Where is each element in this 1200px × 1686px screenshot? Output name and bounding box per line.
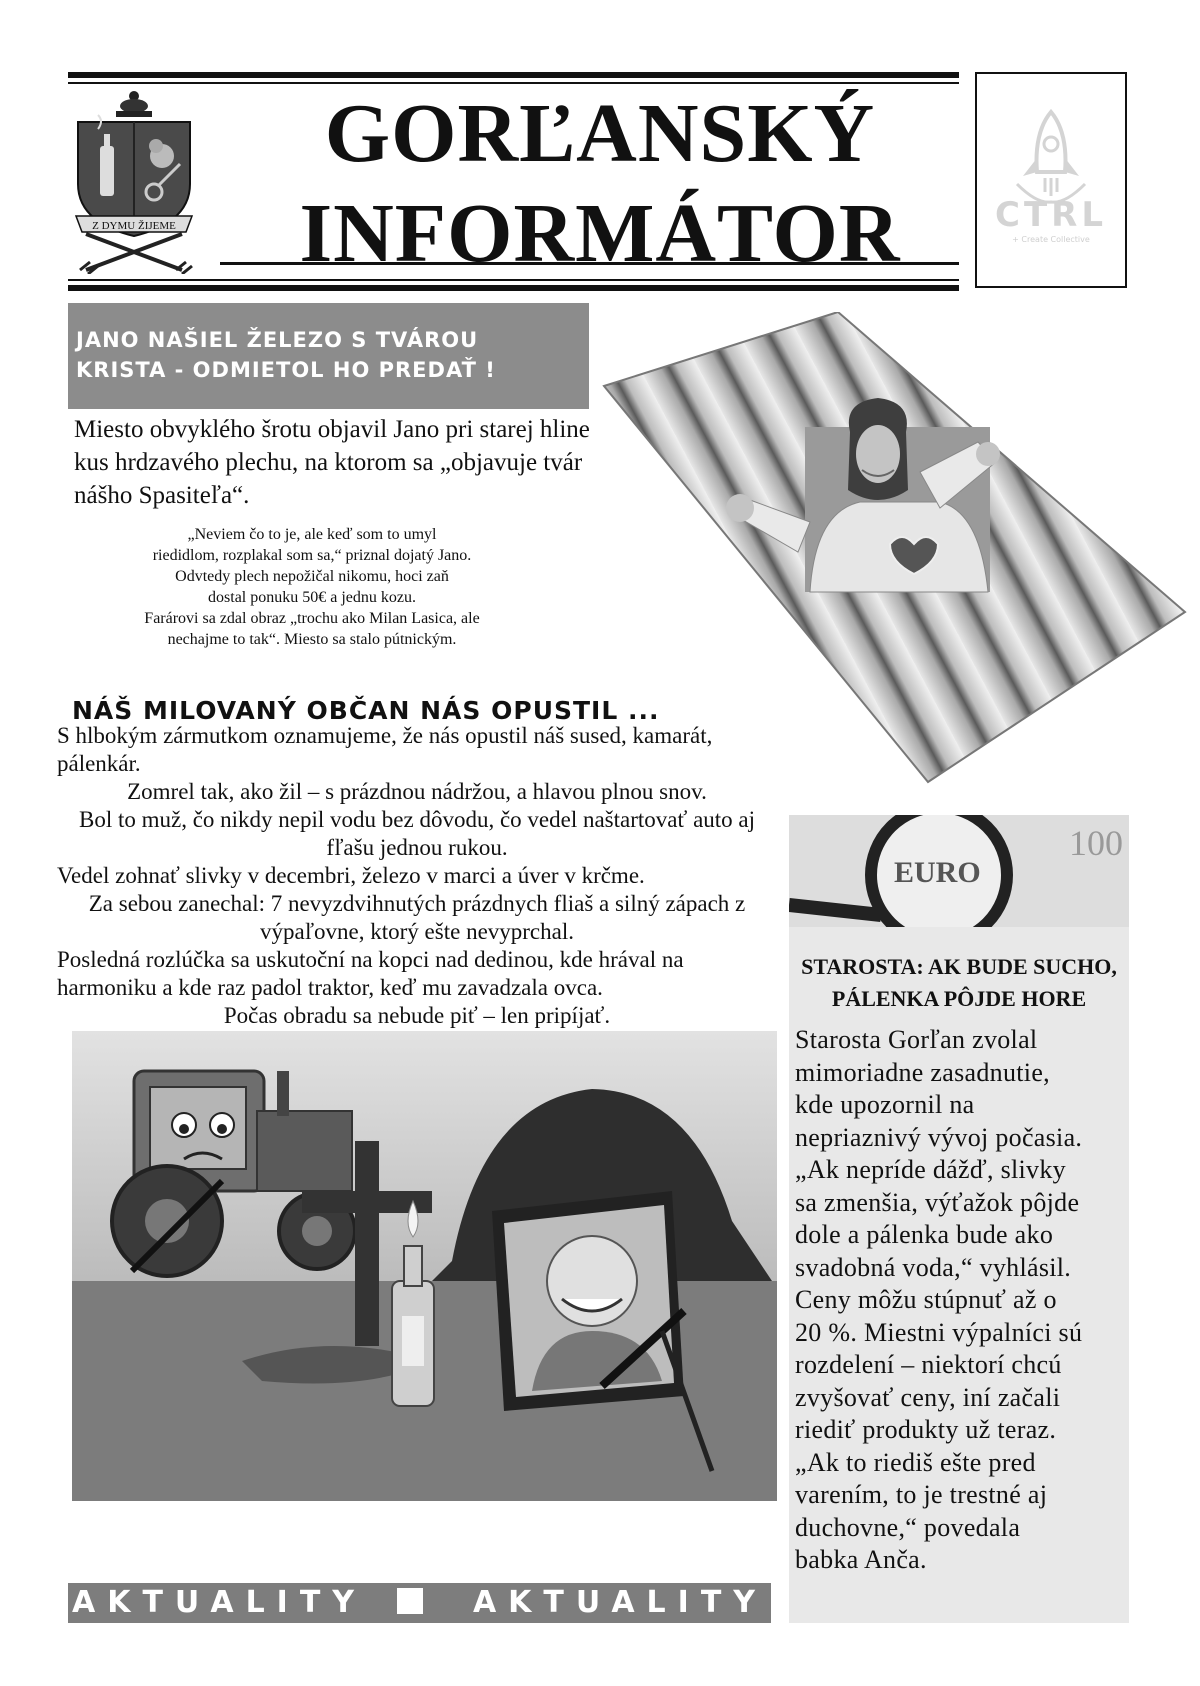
sidebar-line: dole a pálenka bude ako [795,1220,1054,1249]
sidebar-line: svadobná voda,“ vyhlásil. [795,1252,1072,1282]
sidebar-line: „Ak to riediš ešte pred [795,1447,1036,1477]
partner-logo-text: CTRL [995,195,1107,235]
partner-logo [975,72,1127,288]
obituary-paragraph: S hlbokým zármutkom oznamujeme, že nás opustil náš sused, kamarát, pálenkár. [57,723,713,776]
quote-line: dostal ponuku 50€ a jednu kozu. [208,589,416,606]
sidebar-headline: STAROSTA: AK BUDE SUCHO, PÁLENKA PÔJDE HORE [801,954,1117,1011]
lead-headline-line2: KRISTA - ODMIETOL HO PREDAŤ ! [76,358,496,382]
coat-of-arms-icon [72,84,197,274]
sidebar-line: Ceny môžu stúpnuť až o [795,1285,1057,1314]
crest-motto: Z DYMU ŽIJEME [92,220,176,232]
obituary-paragraph: Za sebou zanechal: 7 nevyzdvihnutých prázdnych fliaš a silný zápach z výpaľovne, ktorý ešte nevyprchal. [88,891,746,944]
sidebar-line: duchovne,“ povedala [795,1512,1021,1542]
quote-line: „Neviem čo to je, ale keď som to umyl [187,526,437,543]
sidebar-line: sa zmenšia, výťažok pôjde [795,1187,1080,1217]
obituary-paragraph: Zomrel tak, ako žil – s prázdnou nádržou, a hlavou plnou snov. [127,779,707,804]
obituary-paragraph: Bol to muž, čo nikdy nepil vodu bez dôvodu, čo vedel naštartovať auto aj fľašu jednou rukou. [78,807,756,860]
sidebar-line: „Ak nepríde dážď, slivky [795,1155,1066,1184]
sidebar-line: Starosta Gorľan zvolal [795,1025,1038,1054]
lead-story-quote [72,524,552,650]
funeral-illustration [72,1031,777,1501]
quote-line: Farárovi sa zdal obraz „trochu ako Milan Lasica, ale [144,610,480,627]
sidebar-line: varením, to je trestné aj [795,1480,1048,1509]
banknote-number: 100 [1069,823,1123,863]
masthead-title-line2: INFORMÁTOR [299,187,901,280]
banknote-word: EURO [894,856,981,889]
quote-line: nechajme to tak“. Miesto sa stalo pútnickým. [167,631,457,648]
sidebar-line: kde upozornil na [795,1090,975,1119]
lead-headline-line1: JANO NAŠIEL ŽELEZO S TVÁROU [76,328,479,352]
sidebar-line: zvyšovať ceny, iní začali [795,1382,1061,1412]
sidebar-line: babka Anča. [795,1545,927,1574]
obituary-paragraph: Vedel zohnať slivky v decembri, železo v marci a úver v krčme. [57,863,645,888]
partner-logo-tagline: + Create Collective [1012,235,1090,244]
banknote-magnifier-image [789,815,1129,927]
footer-aktuality-bar [68,1583,771,1623]
lead-story-headline [68,303,589,409]
sidebar-line: rozdelení – niektorí chcú [795,1350,1062,1379]
obituary-body [57,722,777,1030]
sidebar-line: riediť produkty už teraz. [795,1415,1057,1444]
footer-label-left: AKTUALITY [71,1585,367,1620]
masthead-bottom-rule [68,285,959,291]
masthead-top-rule-thin [68,82,959,84]
masthead-title-line1: GORĽANSKÝ [324,87,876,180]
rocket-icon [977,74,1125,286]
lead-story-body: Miesto obvyklého šrotu objavil Jano pri starej hline kus hrdzavého plechu, na ktorom sa „objavuje tvár nášho Spasiteľa“. [74,416,590,509]
sidebar-line: 20 %. Miestni výpalníci sú [795,1317,1083,1347]
quote-line: riedidlom, rozplakal som sa,“ priznal dojatý Jano. [152,547,472,564]
sidebar-body [795,1024,1120,1577]
sidebar-line: mimoriadne zasadnutie, [795,1057,1050,1087]
masthead-top-rule [68,72,959,78]
footer-label-right: AKTUALITY [472,1585,768,1620]
obituary-headline: NÁŠ MILOVANÝ OBČAN NÁS OPUSTIL ... [72,696,660,725]
obituary-paragraph: Posledná rozlúčka sa uskutoční na kopci nad dedinou, kde hrával na harmoniku a kde raz padol traktor, keď mu zavadzala ovca. [57,947,684,1000]
quote-line: Odvtedy plech nepožičal nikomu, hoci zaň [175,568,449,585]
obituary-paragraph: Počas obradu sa nebude piť – len pripíjať. [223,1003,611,1028]
square-separator-icon [397,1588,423,1614]
sidebar-line: nepriaznivý vývoj počasia. [795,1122,1083,1152]
